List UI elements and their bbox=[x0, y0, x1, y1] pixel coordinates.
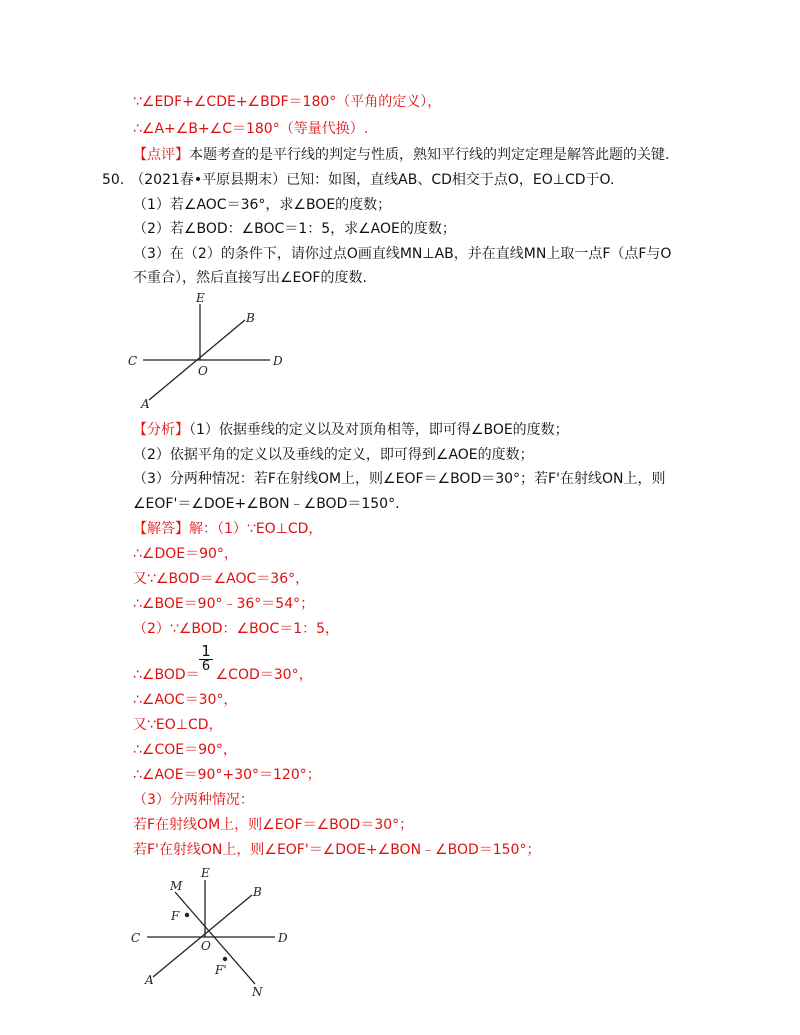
label-f-prime: F' bbox=[215, 963, 227, 977]
analysis-line: ∠EOF'＝∠DOE+∠BON﹣∠BOD＝150°. bbox=[133, 496, 400, 512]
analysis-line bbox=[133, 420, 569, 440]
fraction-denominator: 6 bbox=[201, 659, 211, 674]
solution-line: （3）分两种情况： bbox=[133, 792, 254, 808]
point-f bbox=[185, 913, 189, 917]
solution-text: ∠COD＝30°， bbox=[215, 667, 313, 683]
figure-1 bbox=[125, 290, 295, 415]
problem-line bbox=[102, 170, 614, 190]
analysis-line: （2）依据平角的定义以及垂线的定义，即可得到∠AOE的度数； bbox=[133, 447, 534, 463]
label-b: B bbox=[253, 885, 262, 899]
solution-line: 若F在射线OM上，则∠EOF＝∠BOD＝30°； bbox=[133, 817, 414, 833]
problem-stem: （2021春•平原县期末）已知：如图，直线AB、CD相交于点O，EO⊥CD于O. bbox=[130, 172, 615, 188]
label-o: O bbox=[198, 364, 208, 378]
label-c: C bbox=[131, 931, 141, 945]
label-n: N bbox=[252, 985, 263, 999]
line-ab bbox=[153, 895, 252, 977]
label-m: M bbox=[170, 879, 183, 893]
question-3-cont: 不重合），然后直接写出∠EOF的度数. bbox=[133, 270, 367, 286]
label-c: C bbox=[128, 354, 138, 368]
problem-number: 50. bbox=[102, 172, 125, 188]
point-f-prime bbox=[223, 957, 227, 961]
solution-line bbox=[133, 519, 322, 539]
label-a: A bbox=[141, 397, 150, 411]
comment-text: 本题考查的是平行线的判定与性质，熟知平行线的判定定理是解答此题的关键. bbox=[189, 147, 670, 163]
comment-line bbox=[133, 145, 669, 165]
solution-line: ∴∠DOE＝90°， bbox=[133, 546, 238, 562]
solution-text: （1）∵EO⊥CD， bbox=[217, 521, 323, 537]
analysis-text: （1）依据垂线的定义以及对顶角相等，即可得∠BOE的度数； bbox=[189, 422, 569, 438]
label-e: E bbox=[201, 866, 210, 880]
solution-text: ∴∠BOD＝ bbox=[133, 667, 200, 683]
comment-tag: 【点评】 bbox=[133, 147, 189, 163]
question-3: （3）在（2）的条件下，请你过点O画直线MN⊥AB，并在直线MN上取一点F（点F与O bbox=[133, 246, 672, 262]
solution-line: 又∵∠BOD＝∠AOC＝36°， bbox=[133, 571, 310, 587]
solution-line: ∴∠COE＝90°， bbox=[133, 742, 237, 758]
solution-tag: 【解答】 bbox=[133, 521, 189, 537]
label-e: E bbox=[196, 291, 205, 305]
solution-line: 若F'在射线ON上，则∠EOF'＝∠DOE+∠BON﹣∠BOD＝150°； bbox=[133, 842, 541, 858]
text-line: ∴∠A+∠B+∠C＝180°（等量代换）. bbox=[133, 121, 369, 137]
solution-line: ∴∠AOE＝90°+30°＝120°； bbox=[133, 767, 321, 783]
solution-line: 又∵EO⊥CD， bbox=[133, 717, 223, 733]
question-1: （1）若∠AOC＝36°，求∠BOE的度数； bbox=[133, 197, 392, 213]
label-f: F bbox=[171, 909, 180, 923]
question-2: （2）若∠BOD：∠BOC＝1：5，求∠AOE的度数； bbox=[133, 221, 456, 237]
fraction-numerator: 1 bbox=[201, 642, 211, 660]
analysis-line: （3）分两种情况：若F在射线OM上，则∠EOF＝∠BOD＝30°；若F'在射线ON上，则 bbox=[133, 471, 666, 487]
solution-prefix: 解： bbox=[189, 521, 217, 537]
solution-line: ∴∠BOE＝90°﹣36°＝54°； bbox=[133, 596, 315, 612]
figure-2 bbox=[125, 862, 300, 1002]
solution-line: （2）∵∠BOD：∠BOC＝1：5， bbox=[133, 621, 340, 637]
analysis-tag: 【分析】 bbox=[133, 422, 189, 438]
solution-line bbox=[133, 665, 313, 685]
label-b: B bbox=[246, 311, 255, 325]
label-d: D bbox=[273, 354, 283, 368]
text-line: ∵∠EDF+∠CDE+∠BDF＝180°（平角的定义）， bbox=[133, 94, 442, 110]
label-o: O bbox=[201, 939, 211, 953]
solution-line: ∴∠AOC＝30°， bbox=[133, 692, 238, 708]
label-a: A bbox=[145, 973, 154, 987]
label-d: D bbox=[278, 931, 288, 945]
